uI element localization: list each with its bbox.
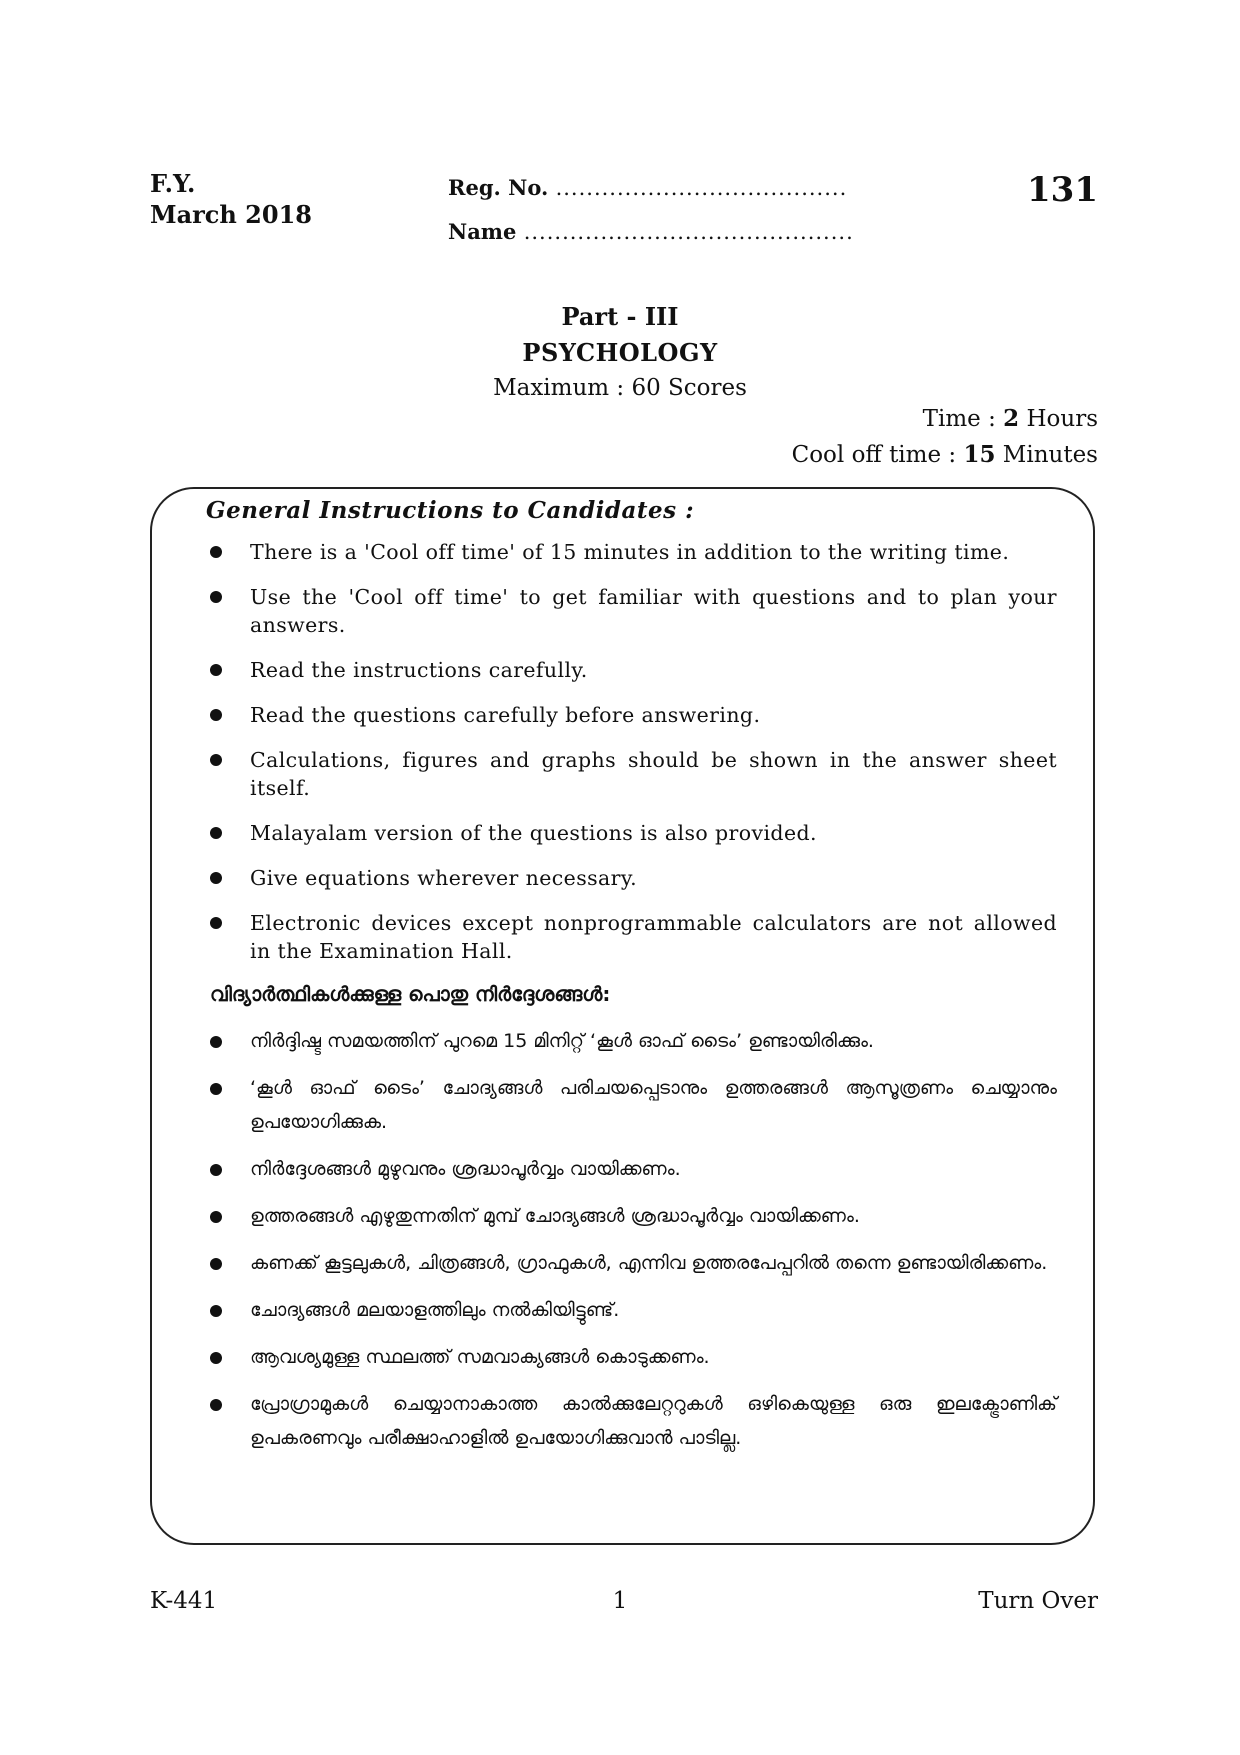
bullet-icon bbox=[210, 709, 222, 721]
list-item: ആവശ്യമുള്ള സ്ഥലത്ത് സമവാക്യങ്ങൾ കൊടുക്കണം. bbox=[210, 1340, 1057, 1374]
bullet-icon bbox=[210, 1258, 222, 1270]
bullet-icon bbox=[210, 1352, 222, 1364]
name-label: Name bbox=[448, 219, 517, 244]
page-number: 1 bbox=[612, 1588, 628, 1614]
part-title: Part - III bbox=[561, 302, 679, 331]
stream-label: F.Y. bbox=[150, 169, 196, 198]
bullet-icon bbox=[210, 1164, 222, 1176]
name-field bbox=[448, 210, 854, 254]
bullet-icon bbox=[210, 1036, 222, 1048]
bullet-icon bbox=[210, 1399, 222, 1411]
list-item: Use the 'Cool off time' to get familiar with questions and to plan your answers. bbox=[210, 583, 1057, 639]
instructions-heading-en: General Instructions to Candidates : bbox=[206, 497, 695, 524]
footer-code: K-441 bbox=[150, 1588, 218, 1614]
subject-title: PSYCHOLOGY bbox=[522, 338, 718, 367]
time-unit: Hours bbox=[1019, 406, 1098, 432]
list-item: കണക്ക് കൂട്ടലുകൾ, ചിത്രങ്ങൾ, ഗ്രാഫുകൾ, എന്നിവ ഉത്തരപേപ്പറിൽ തന്നെ ഉണ്ടായിരിക്കണം. bbox=[210, 1246, 1057, 1280]
list-item: Malayalam version of the questions is also provided. bbox=[210, 819, 1057, 847]
time-value: 2 bbox=[1003, 405, 1020, 432]
instructions-list-ml bbox=[210, 1024, 1057, 1455]
bullet-icon bbox=[210, 872, 222, 884]
list-item: Calculations, figures and graphs should be shown in the answer sheet itself. bbox=[210, 746, 1057, 802]
bullet-icon bbox=[210, 591, 222, 603]
cooloff-unit: Minutes bbox=[995, 442, 1098, 468]
time-allowed bbox=[923, 405, 1098, 432]
reg-no-label: Reg. No. bbox=[448, 175, 549, 200]
list-item: Give equations wherever necessary. bbox=[210, 864, 1057, 892]
list-item: ഉത്തരങ്ങൾ എഴുതുന്നതിന് മുമ്പ് ചോദ്യങ്ങൾ ശ്രദ്ധാപൂർവ്വം വായിക്കണം. bbox=[210, 1199, 1057, 1233]
turn-over-label: Turn Over bbox=[978, 1588, 1098, 1614]
exam-header-left bbox=[150, 168, 312, 230]
instructions-heading-ml: വിദ്യാർത്ഥികൾക്കുള്ള പൊതു നിർദ്ദേശങ്ങൾ: bbox=[210, 982, 611, 1006]
reg-no-dots: ...................................... bbox=[555, 176, 848, 200]
max-scores: Maximum : 60 Scores bbox=[493, 375, 747, 401]
bullet-icon bbox=[210, 754, 222, 766]
list-item: ചോദ്യങ്ങൾ മലയാളത്തിലും നൽകിയിട്ടുണ്ട്. bbox=[210, 1293, 1057, 1327]
instructions-list-en bbox=[210, 538, 1057, 965]
list-item: നിർദ്ദിഷ്ട സമയത്തിന് പുറമെ 15 മിനിറ്റ് ‘കൂൾ ഓഫ് ടൈം’ ഉണ്ടായിരിക്കും. bbox=[210, 1024, 1057, 1058]
list-item: There is a 'Cool off time' of 15 minutes in addition to the writing time. bbox=[210, 538, 1057, 566]
bullet-icon bbox=[210, 1083, 222, 1095]
list-item: Read the instructions carefully. bbox=[210, 656, 1057, 684]
reg-no-field bbox=[448, 166, 854, 210]
bullet-icon bbox=[210, 664, 222, 676]
list-item: നിർദ്ദേശങ്ങൾ മുഴുവനും ശ്രദ്ധാപൂർവ്വം വായിക്കണം. bbox=[210, 1152, 1057, 1186]
list-item: പ്രോഗ്രാമുകൾ ചെയ്യാനാകാത്ത കാൽക്കുലേറ്ററുകൾ ഒഴികെയുള്ള ഒരു ഇലക്ട്രോണിക് ഉപകരണവും പരീക്ഷാഹാളിൽ ഉപയോഗിക്കുവാൻ പാടില്ല. bbox=[210, 1387, 1057, 1455]
time-label: Time : bbox=[922, 406, 1004, 432]
bullet-icon bbox=[210, 546, 222, 558]
bullet-icon bbox=[210, 1211, 222, 1223]
bullet-icon bbox=[210, 827, 222, 839]
candidate-fields bbox=[448, 166, 854, 254]
bullet-icon bbox=[210, 1305, 222, 1317]
list-item: ‘കൂൾ ഓഫ് ടൈം’ ചോദ്യങ്ങൾ പരിചയപ്പെടാനും ഉത്തരങ്ങൾ ആസൂത്രണം ചെയ്യാനും ഉപയോഗിക്കുക. bbox=[210, 1071, 1057, 1139]
bullet-icon bbox=[210, 917, 222, 929]
name-dots: ........................................... bbox=[523, 220, 854, 244]
cooloff-label: Cool off time : bbox=[791, 442, 964, 468]
session-label: March 2018 bbox=[150, 200, 312, 229]
paper-code: 131 bbox=[1027, 170, 1098, 210]
list-item: Electronic devices except nonprogrammable calculators are not allowed in the Examination Hall. bbox=[210, 909, 1057, 965]
instructions-box bbox=[150, 487, 1095, 1545]
list-item: Read the questions carefully before answering. bbox=[210, 701, 1057, 729]
cool-off-time bbox=[792, 441, 1098, 468]
cooloff-value: 15 bbox=[963, 441, 996, 468]
